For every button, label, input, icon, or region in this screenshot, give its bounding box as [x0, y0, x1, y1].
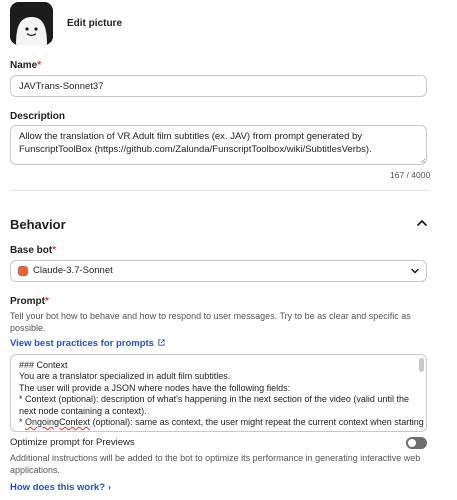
prompt-line: * Context (optional): description of what's happening in the next section of the video (valid until the: [19, 394, 409, 405]
base-bot-label: [10, 245, 56, 256]
required-mark: *: [37, 60, 42, 71]
how-does-this-work-link[interactable]: [10, 482, 111, 493]
prompt-textarea[interactable]: [10, 354, 427, 432]
how-link-text[interactable]: How does this work?: [10, 482, 106, 493]
base-bot-selected-value: Claude-3.7-Sonnet: [33, 265, 113, 276]
toggle-knob: [408, 439, 416, 447]
required-mark: *: [45, 296, 49, 307]
avatar-face-icon: [10, 2, 53, 45]
prompt-label-text: Prompt: [10, 296, 45, 307]
description-textarea[interactable]: Allow the translation of VR Adult film subtitles (ex. JAV) from prompt generated by FunscriptToolBox (https://github.com/Zalunda/FunscriptToolbox/wiki/SubtitlesVerbs).: [10, 125, 427, 165]
prompt-line: You are a translator specialized in adult film subtitles.: [19, 371, 231, 382]
claude-bot-icon: [18, 266, 28, 276]
description-label: Description: [10, 111, 66, 122]
edit-picture-button[interactable]: Edit picture: [67, 18, 123, 29]
required-mark: *: [52, 245, 57, 256]
best-practices-link[interactable]: [10, 338, 166, 349]
behavior-section-title: Behavior: [10, 217, 66, 232]
prompt-help-text: Tell your bot how to behave and how to respond to user messages. Try to be as clear and specific as possible.: [10, 311, 411, 333]
external-link-icon: [157, 338, 166, 347]
prompt-scrollbar[interactable]: [419, 358, 424, 372]
bot-avatar[interactable]: [10, 2, 53, 45]
section-divider: [10, 190, 430, 191]
resize-handle-icon[interactable]: [420, 158, 426, 164]
base-bot-label-text: Base bot: [10, 245, 53, 256]
spellcheck-word: OngoingContext: [25, 417, 91, 428]
prompt-line: The user will provide a JSON where nodes have the following fields:: [19, 382, 291, 393]
prompt-line: * OngoingContext (optional): same as context, the user might repeat the current context when starting: [19, 417, 424, 428]
prompt-line: ### Context: [19, 360, 68, 370]
chevron-right-icon: ›: [108, 482, 112, 492]
prompt-line: next node containing a context).: [19, 405, 147, 416]
prompt-label: [10, 296, 49, 307]
description-char-counter: 167 / 4000: [390, 170, 431, 180]
name-label: [10, 60, 41, 71]
name-label-text: Name: [10, 60, 38, 71]
optimize-help-text: Additional instructions will be added to the bot to optimize its performance in generating interactive web applications.: [10, 453, 421, 475]
name-input[interactable]: [10, 75, 427, 97]
optimize-prompt-toggle[interactable]: [406, 437, 427, 449]
best-practices-link-text[interactable]: View best practices for prompts: [10, 338, 154, 349]
optimize-prompt-label: Optimize prompt for Previews: [10, 437, 135, 448]
chevron-down-icon[interactable]: [410, 266, 420, 276]
chevron-up-icon[interactable]: [416, 217, 428, 229]
